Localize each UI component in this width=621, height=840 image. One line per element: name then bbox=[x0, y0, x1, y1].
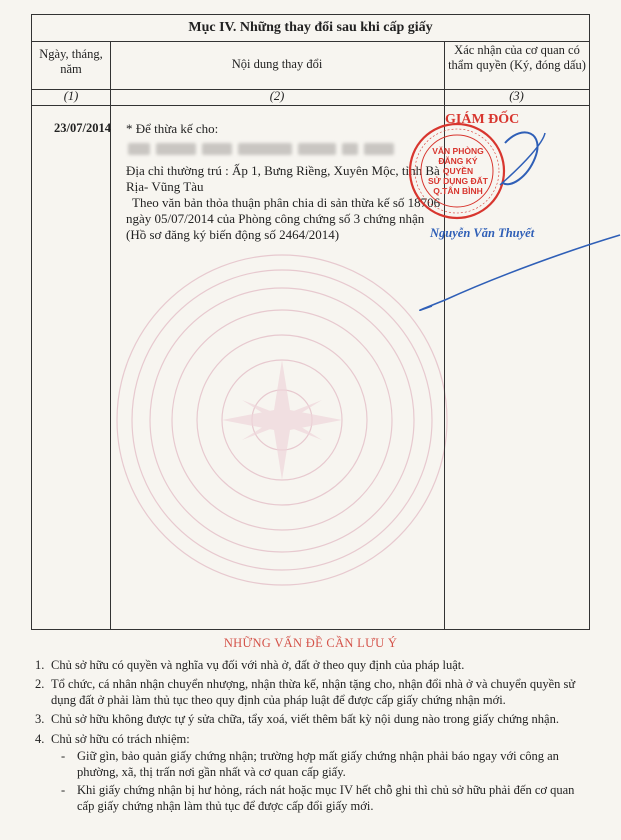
col-number-3: (3) bbox=[509, 89, 524, 103]
address-text: Địa chỉ thường trú : Ấp 1, Bưng Riềng, Xuyên Mộc, tỉnh Bà Rịa- Vũng Tàu bbox=[126, 163, 440, 194]
note-text: Tổ chức, cá nhân nhận chuyển nhượng, nhận thừa kế, nhận tặng cho, nhận đổi nhà ở và chuyển quyền sử dụng đất ở phải làm thủ tục theo quy định của pháp luật để được cấp giấy chứng nhận mới. bbox=[51, 677, 576, 707]
notes-title: NHỮNG VẤN ĐỀ CẦN LƯU Ý bbox=[223, 636, 398, 650]
notes-list bbox=[31, 658, 590, 815]
seal-line: VĂN PHÒNG bbox=[432, 146, 484, 156]
note-text: Chủ sở hữu không được tự ý sửa chữa, tẩy xoá, viết thêm bất kỳ nội dung nào trong giấy chứng nhận. bbox=[51, 712, 559, 726]
note-item bbox=[31, 658, 590, 674]
inheritance-heading: * Để thừa kế cho: bbox=[126, 121, 219, 136]
note-text: Chủ sở hữu có quyền và nghĩa vụ đối với nhà ở, đất ở theo quy định của pháp luật. bbox=[51, 657, 465, 672]
col-number-2: (2) bbox=[269, 89, 285, 103]
subitem-text: Khi giấy chứng nhận bị hư hỏng, rách nát hoặc mục IV hết chỗ ghi thì chủ sở hữu phải đến cơ quan cấp giấy chứng nhận làm thủ tục để được cấp đổi giấy mới. bbox=[77, 783, 575, 813]
section-title: Mục IV. Những thay đổi sau khi cấp giấy bbox=[32, 15, 589, 42]
header-content: Nội dung thay đổi bbox=[231, 57, 323, 71]
basis-text: Theo văn bản thỏa thuận phân chia di sản thừa kế số 18706 ngày 05/07/2014 của Phòng công chứng số 3 chứng nhận (Hồ sơ đăng ký biến động số 2464/2014) bbox=[126, 195, 441, 242]
note-number: 2. bbox=[35, 677, 45, 691]
note-number: 3. bbox=[35, 712, 45, 726]
notes-section bbox=[31, 636, 590, 818]
note-text: Chủ sở hữu có trách nhiệm: bbox=[51, 731, 190, 746]
subitem-text: Giữ gìn, bảo quản giấy chứng nhận; trường hợp mất giấy chứng nhận phải báo ngay với công an phường, xã, thị trấn nơi gần nhất và cơ quan cấp giấy. bbox=[77, 749, 559, 779]
seal-text bbox=[428, 146, 488, 196]
header-date: Ngày, tháng, năm bbox=[39, 47, 103, 76]
note-item bbox=[31, 677, 590, 708]
stamp-title: GIÁM ĐỐC bbox=[445, 112, 520, 127]
redacted-name bbox=[128, 143, 446, 157]
change-date: 23/07/2014 bbox=[54, 121, 111, 135]
note-number: 4. bbox=[35, 731, 45, 746]
seal-line: SỬ DỤNG ĐẤT bbox=[428, 176, 488, 186]
header-confirmation: Xác nhận của cơ quan có thẩm quyền (Ký, đóng dấu) bbox=[448, 43, 586, 72]
subitem-dash: - bbox=[61, 783, 66, 797]
note-subitems bbox=[51, 749, 590, 814]
col-number-1: (1) bbox=[63, 89, 79, 103]
header-row bbox=[32, 41, 589, 90]
signature-stroke-icon bbox=[390, 210, 621, 320]
signer-name: Nguyễn Văn Thuyết bbox=[430, 226, 535, 240]
note-subitem bbox=[51, 783, 590, 814]
seal-line: Q.TÂN BÌNH bbox=[433, 186, 483, 196]
note-item bbox=[31, 732, 590, 815]
note-number: 1. bbox=[35, 657, 45, 672]
subitem-dash: - bbox=[61, 749, 66, 763]
seal-line: ĐĂNG KÝ QUYỀN bbox=[438, 156, 478, 176]
note-item bbox=[31, 712, 590, 728]
note-subitem bbox=[51, 749, 590, 780]
